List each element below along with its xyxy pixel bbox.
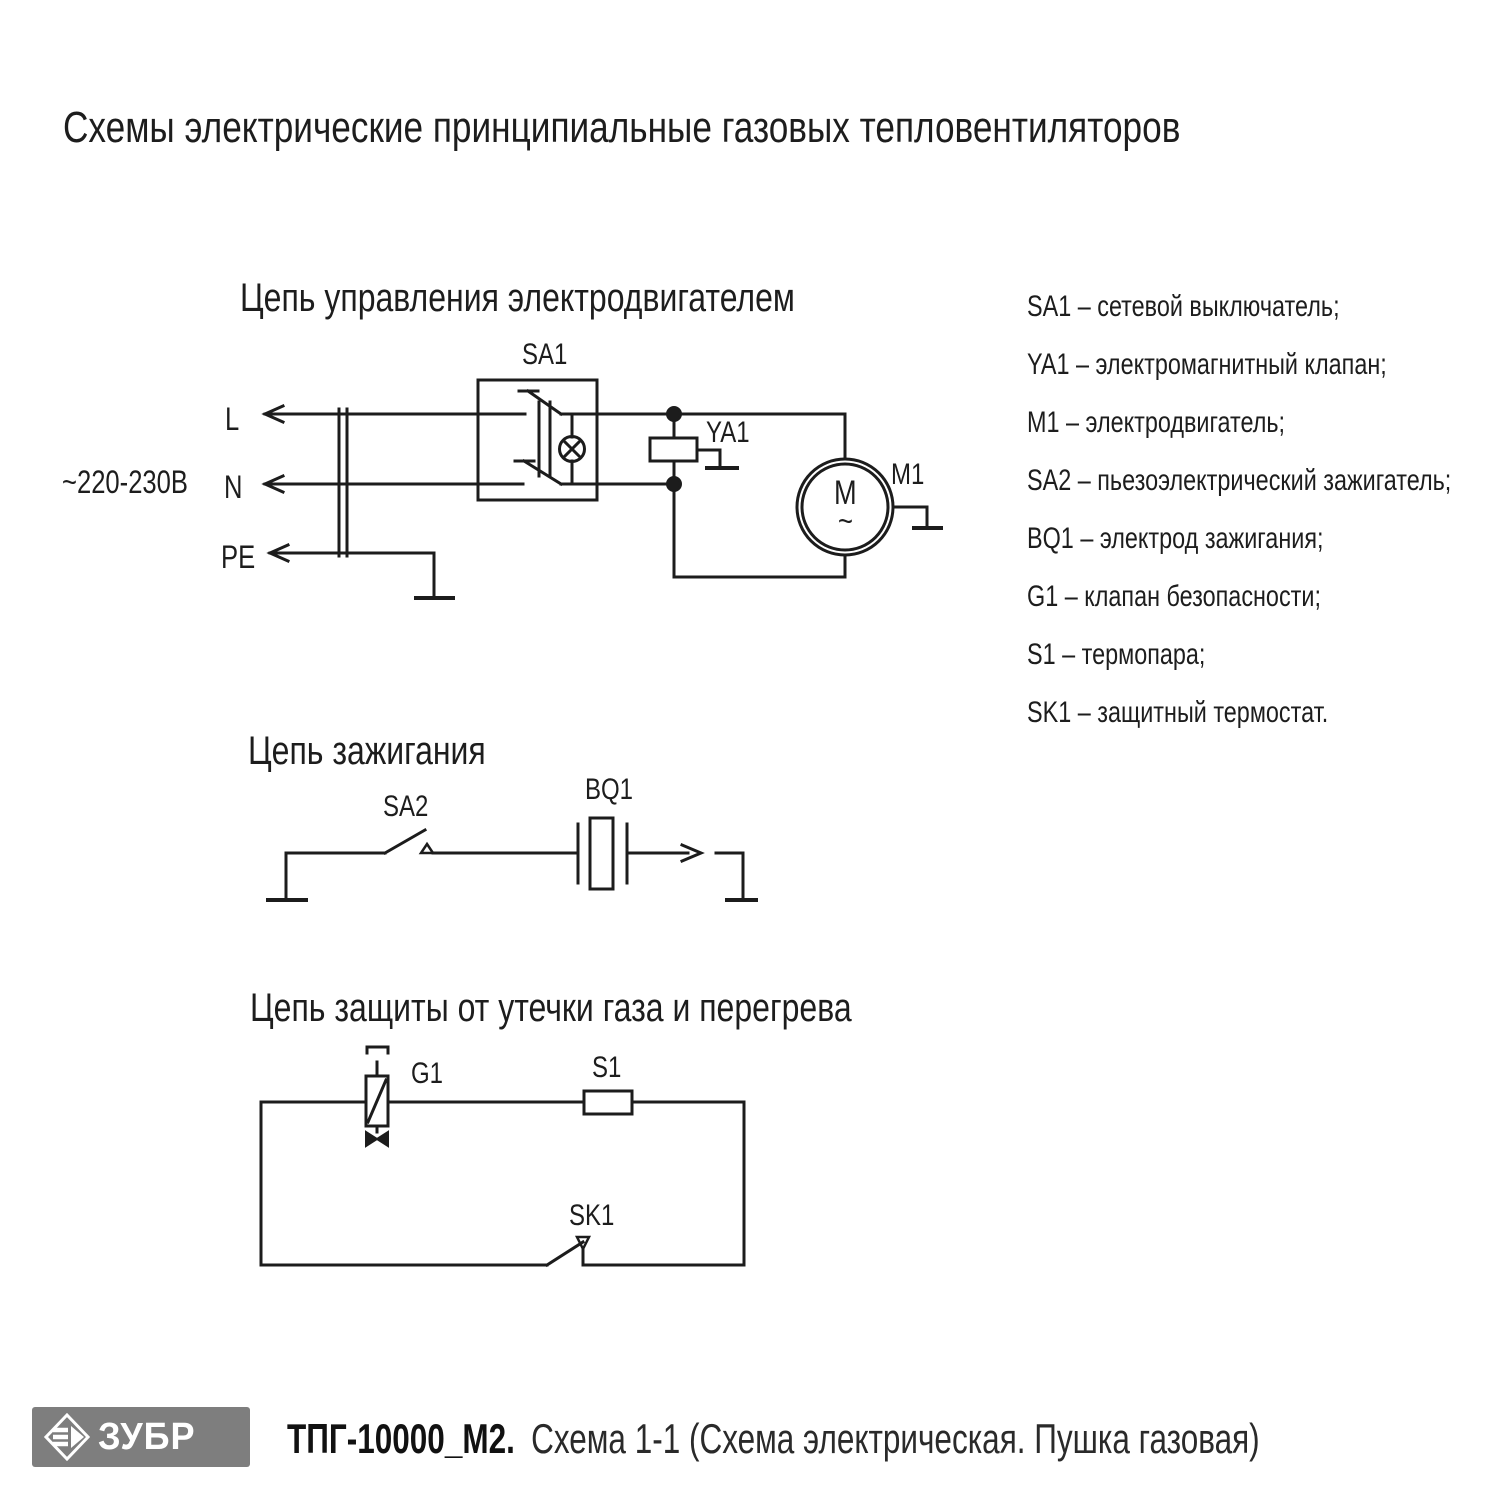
legend-item: SA2 – пьезоэлектрический зажигатель; — [1027, 464, 1452, 497]
protection-circuit-graphics — [261, 1047, 744, 1265]
motor-ground-icon — [893, 507, 941, 528]
bq1-piezo-symbol — [578, 818, 627, 889]
sk1-blade — [547, 1242, 583, 1265]
page-title: Схемы электрические принципиальные газовых тепловентиляторов — [63, 103, 1181, 152]
sa2-contact-triangle — [421, 844, 433, 853]
footer-caption-line — [287, 1415, 1260, 1462]
bq1-label: BQ1 — [585, 773, 634, 806]
sa1-lamp-icon — [560, 414, 585, 484]
motor-wave-label: ~ — [838, 503, 853, 539]
ignition-circuit-graphics — [268, 818, 756, 900]
ya1-label: YA1 — [706, 416, 750, 449]
legend-item: S1 – термопара; — [1027, 638, 1206, 671]
legend-item: BQ1 – электрод зажигания; — [1027, 522, 1324, 555]
power-input-lines — [265, 406, 525, 598]
m1-label: M1 — [891, 458, 925, 491]
g1-valve-bowtie-icon — [366, 1126, 388, 1146]
sa2-blade — [385, 830, 425, 853]
zubr-logo-icon — [44, 1413, 90, 1461]
g1-safety-valve-symbol — [366, 1047, 388, 1146]
sa1-switch-symbol — [478, 380, 597, 500]
ignition-circuit-title: Цепь зажигания — [248, 729, 486, 773]
brand-logo — [32, 1407, 250, 1467]
legend-item: G1 – клапан безопасности; — [1027, 580, 1321, 613]
sk1-thermostat-symbol — [547, 1237, 589, 1265]
motor-control-wiring — [561, 408, 845, 578]
line-n-label: N — [224, 469, 243, 505]
ya1-ground-icon — [697, 450, 737, 468]
voltage-label: ~220-230В — [62, 464, 188, 500]
sa2-switch-symbol — [385, 830, 433, 853]
legend-item: YA1 – электромагнитный клапан; — [1027, 348, 1387, 381]
protection-loop — [261, 1102, 744, 1265]
brand-name: ЗУБР — [98, 1416, 196, 1458]
legend-item: M1 – электродвигатель; — [1027, 406, 1286, 439]
g1-label: G1 — [411, 1057, 444, 1090]
sa2-label: SA2 — [383, 790, 429, 823]
pe-ground-icon — [416, 553, 453, 598]
motor-circuit-title: Цепь управления электродвигателем — [240, 276, 795, 320]
model-number: ТПГ-10000_М2. — [287, 1415, 515, 1462]
sa1-label: SA1 — [522, 338, 568, 371]
legend-item: SK1 – защитный термостат. — [1027, 696, 1329, 729]
right-ground-icon — [716, 853, 756, 900]
sheet-caption: Схема 1-1 (Схема электрическая. Пушка газовая) — [531, 1415, 1260, 1462]
line-l-label: L — [225, 401, 240, 437]
g1-thermo-actuator-icon — [367, 1047, 388, 1076]
sa1-coupling — [539, 402, 550, 476]
protection-circuit-title: Цепь защиты от утечки газа и перегрева — [250, 986, 852, 1030]
component-legend — [1027, 292, 1500, 756]
sk1-label: SK1 — [569, 1199, 615, 1232]
motor-letter-label: M — [834, 474, 857, 512]
s1-label: S1 — [592, 1051, 622, 1084]
line-pe-label: PE — [221, 539, 256, 575]
s1-thermocouple-symbol — [584, 1091, 632, 1114]
left-ground-icon — [268, 853, 306, 900]
legend-item: SA1 – сетевой выключатель; — [1027, 290, 1340, 323]
